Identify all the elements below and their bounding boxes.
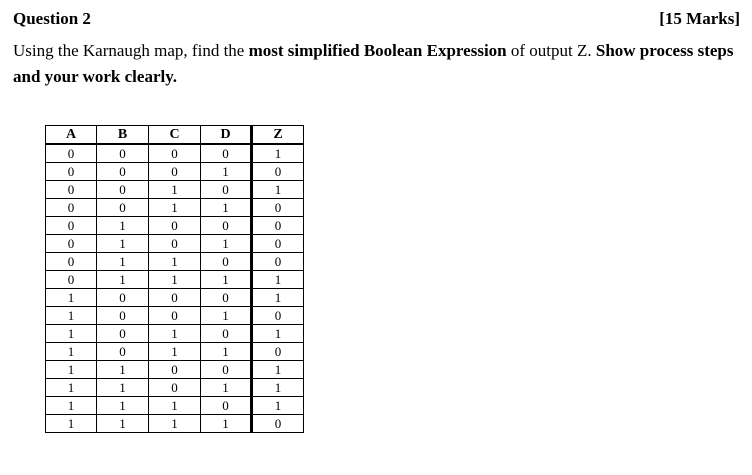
cell-a: 1 [46, 415, 97, 433]
cell-z: 0 [252, 253, 304, 271]
cell-z: 1 [252, 361, 304, 379]
cell-b: 1 [97, 379, 149, 397]
table-row [46, 379, 304, 397]
cell-b: 1 [97, 361, 149, 379]
cell-z: 0 [252, 307, 304, 325]
cell-d: 0 [201, 253, 252, 271]
cell-d: 1 [201, 379, 252, 397]
cell-z: 1 [252, 289, 304, 307]
cell-d: 0 [201, 217, 252, 235]
cell-a: 0 [46, 271, 97, 289]
column-header-z: Z [252, 126, 304, 145]
table-row [46, 253, 304, 271]
cell-d: 0 [201, 361, 252, 379]
cell-d: 1 [201, 307, 252, 325]
table-row [46, 307, 304, 325]
cell-a: 0 [46, 253, 97, 271]
table-row [46, 397, 304, 415]
cell-b: 1 [97, 415, 149, 433]
cell-b: 1 [97, 217, 149, 235]
cell-a: 1 [46, 325, 97, 343]
cell-b: 0 [97, 325, 149, 343]
truth-table-body [46, 144, 304, 433]
cell-c: 0 [149, 379, 201, 397]
cell-b: 0 [97, 289, 149, 307]
column-header-b: B [97, 126, 149, 145]
cell-c: 0 [149, 289, 201, 307]
cell-b: 1 [97, 271, 149, 289]
table-row [46, 163, 304, 181]
cell-b: 0 [97, 343, 149, 361]
table-row [46, 289, 304, 307]
cell-z: 0 [252, 415, 304, 433]
column-header-c: C [149, 126, 201, 145]
cell-d: 0 [201, 397, 252, 415]
table-row [46, 361, 304, 379]
table-row [46, 415, 304, 433]
cell-b: 1 [97, 397, 149, 415]
cell-c: 0 [149, 307, 201, 325]
cell-z: 0 [252, 199, 304, 217]
cell-z: 1 [252, 325, 304, 343]
cell-b: 0 [97, 199, 149, 217]
cell-a: 1 [46, 289, 97, 307]
question-header [13, 9, 740, 33]
cell-c: 0 [149, 235, 201, 253]
cell-c: 1 [149, 181, 201, 199]
table-row [46, 181, 304, 199]
cell-z: 0 [252, 343, 304, 361]
cell-c: 1 [149, 325, 201, 343]
cell-z: 0 [252, 217, 304, 235]
cell-d: 1 [201, 415, 252, 433]
cell-c: 0 [149, 361, 201, 379]
table-row [46, 271, 304, 289]
instructions-text-1: Using the Karnaugh map, find the [13, 41, 249, 60]
cell-z: 1 [252, 271, 304, 289]
cell-c: 1 [149, 271, 201, 289]
cell-d: 1 [201, 235, 252, 253]
cell-a: 1 [46, 397, 97, 415]
cell-b: 0 [97, 181, 149, 199]
question-instructions [13, 38, 743, 90]
cell-a: 0 [46, 235, 97, 253]
cell-a: 1 [46, 361, 97, 379]
cell-d: 1 [201, 199, 252, 217]
column-header-a: A [46, 126, 97, 145]
cell-b: 1 [97, 235, 149, 253]
cell-z: 1 [252, 181, 304, 199]
table-row [46, 343, 304, 361]
table-row [46, 144, 304, 163]
instructions-text-2: of output Z. [506, 41, 596, 60]
cell-c: 1 [149, 253, 201, 271]
cell-d: 0 [201, 325, 252, 343]
cell-z: 1 [252, 397, 304, 415]
cell-d: 1 [201, 271, 252, 289]
cell-a: 0 [46, 199, 97, 217]
cell-a: 0 [46, 217, 97, 235]
column-header-d: D [201, 126, 252, 145]
question-marks: [15 Marks] [659, 9, 740, 28]
cell-d: 1 [201, 163, 252, 181]
cell-z: 0 [252, 235, 304, 253]
cell-c: 1 [149, 397, 201, 415]
table-row [46, 217, 304, 235]
instructions-bold-2: Show process steps and your work clearly. [13, 41, 734, 86]
cell-a: 0 [46, 144, 97, 163]
cell-c: 0 [149, 144, 201, 163]
cell-b: 1 [97, 253, 149, 271]
cell-b: 0 [97, 307, 149, 325]
cell-a: 0 [46, 181, 97, 199]
truth-table-header-row [46, 126, 304, 145]
cell-a: 1 [46, 343, 97, 361]
cell-d: 1 [201, 343, 252, 361]
cell-a: 1 [46, 307, 97, 325]
table-row [46, 199, 304, 217]
instructions-bold-1: most simplified Boolean Expression [248, 41, 507, 60]
table-row [46, 325, 304, 343]
cell-a: 1 [46, 379, 97, 397]
cell-a: 0 [46, 163, 97, 181]
cell-z: 1 [252, 144, 304, 163]
cell-c: 0 [149, 217, 201, 235]
cell-z: 1 [252, 379, 304, 397]
cell-c: 1 [149, 343, 201, 361]
truth-table [45, 125, 304, 433]
table-row [46, 235, 304, 253]
cell-c: 1 [149, 415, 201, 433]
cell-d: 0 [201, 289, 252, 307]
cell-d: 0 [201, 181, 252, 199]
question-title: Question 2 [13, 9, 91, 28]
cell-c: 1 [149, 199, 201, 217]
cell-b: 0 [97, 144, 149, 163]
cell-d: 0 [201, 144, 252, 163]
cell-z: 0 [252, 163, 304, 181]
cell-c: 0 [149, 163, 201, 181]
cell-b: 0 [97, 163, 149, 181]
